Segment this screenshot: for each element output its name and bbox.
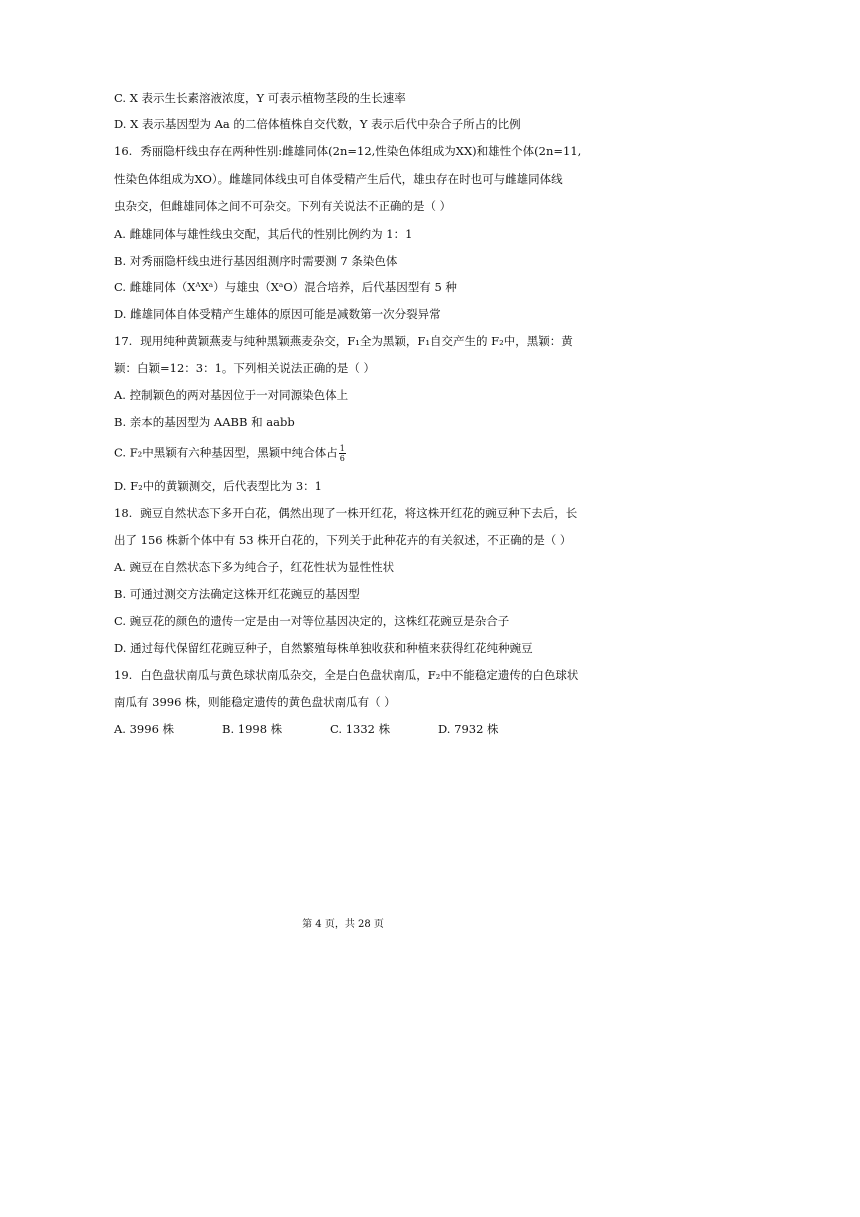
q16-stem-line-3: 虫杂交，但雌雄同体之间不可杂交。下列有关说法不正确的是（ ） [114, 199, 452, 213]
q16-option-c: C. 雌雄同体（XᴬXᵃ）与雄虫（XᵃO）混合培养，后代基因型有 5 种 [114, 280, 457, 294]
q18-stem-line-1 [114, 505, 614, 521]
fraction-numerator: 1 [339, 444, 345, 453]
fraction-one-sixth [339, 444, 346, 463]
q15-option-c: C. X 表示生长素溶液浓度，Y 可表示植物茎段的生长速率 [114, 91, 406, 105]
q17-option-c-text: C. F₂中黑颖有六种基因型，黑颖中纯合体占 [114, 445, 338, 460]
page-number-footer: 第 4 页，共 28 页 [302, 919, 384, 930]
q17-stem-text-1: 现用纯种黄颖燕麦与纯种黑颖燕麦杂交，F₁全为黑颖，F₁自交产生的 F₂中，黑颖：黄 [140, 334, 573, 348]
q17-number: 17. [114, 334, 133, 348]
q16-stem-line-2: 性染色体组成为XO）。雌雄同体线虫可自体受精产生后代，雄虫存在时也可与雌雄同体线 [114, 172, 563, 186]
q19-stem-line-1 [114, 667, 614, 683]
q19-number: 19. [114, 668, 133, 682]
fraction-denominator: 6 [339, 454, 345, 463]
q16-stem-text-1: 秀丽隐杆线虫存在两种性别:雌雄同体(2n=12,性染色体组成为XX)和雄性个体(2n=11, [140, 144, 582, 158]
q16-option-b: B. 对秀丽隐杆线虫进行基因组测序时需要测 7 条染色体 [114, 254, 398, 268]
q17-option-d: D. F₂中的黄颖测交，后代表型比为 3：1 [114, 479, 322, 493]
q16-stem-line-1 [114, 143, 614, 159]
q17-stem-line-1 [114, 333, 614, 349]
q17-option-b: B. 亲本的基因型为 AABB 和 aabb [114, 415, 295, 429]
q16-option-d: D. 雌雄同体自体受精产生雄体的原因可能是减数第一次分裂异常 [114, 307, 441, 321]
q19-option-d: D. 7932 株 [438, 722, 499, 736]
q17-option-a: A. 控制颖色的两对基因位于一对同源染色体上 [114, 388, 349, 402]
q18-stem-line-2: 出了 156 株新个体中有 53 株开白花的，下列关于此种花卉的有关叙述，不正确的是（ ） [114, 533, 572, 547]
q18-option-d: D. 通过每代保留红花豌豆种子，自然繁殖每株单独收获和种植来获得红花纯种豌豆 [114, 641, 533, 655]
q18-option-a: A. 豌豆在自然状态下多为纯合子，红花性状为显性性状 [114, 560, 395, 574]
q19-option-b: B. 1998 株 [222, 722, 283, 736]
q18-option-b: B. 可通过测交方法确定这株开红花豌豆的基因型 [114, 587, 360, 601]
q19-options-row [114, 721, 614, 737]
q19-stem-line-2: 南瓜有 3996 株，则能稳定遗传的黄色盘状南瓜有（ ） [114, 695, 396, 709]
q17-option-c [114, 444, 614, 463]
q19-option-a: A. 3996 株 [114, 722, 175, 736]
q18-option-c: C. 豌豆花的颜色的遗传一定是由一对等位基因决定的，这株红花豌豆是杂合子 [114, 614, 510, 628]
q16-option-a: A. 雌雄同体与雄性线虫交配，其后代的性别比例约为 1：1 [114, 227, 413, 241]
q15-option-d: D. X 表示基因型为 Aa 的二倍体植株自交代数，Y 表示后代中杂合子所占的比例 [114, 117, 521, 131]
q18-number: 18. [114, 506, 133, 520]
q19-stem-text-1: 白色盘状南瓜与黄色球状南瓜杂交，全是白色盘状南瓜，F₂中不能稳定遗传的白色球状 [140, 668, 579, 682]
q16-number: 16. [114, 144, 133, 158]
q18-stem-text-1: 豌豆自然状态下多开白花，偶然出现了一株开红花，将这株开红花的豌豆种下去后，长 [140, 506, 578, 520]
q17-stem-line-2: 颖：白颖=12：3：1。下列相关说法正确的是（ ） [114, 361, 376, 375]
q19-option-c: C. 1332 株 [330, 722, 391, 736]
